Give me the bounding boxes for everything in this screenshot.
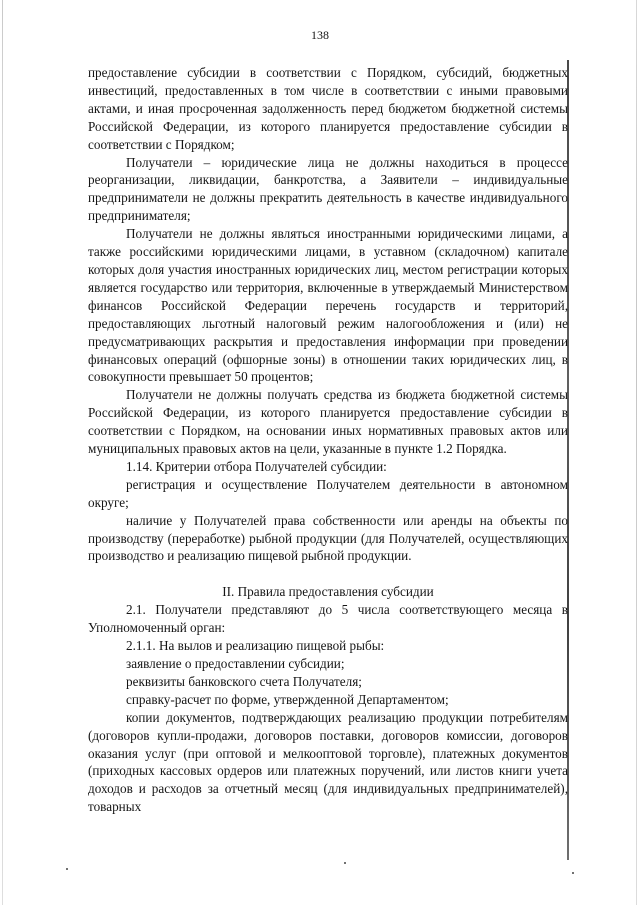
paragraph: заявление о предоставлении субсидии; xyxy=(126,656,345,671)
paragraph: 2.1. Получатели представляют до 5 числа соответствующего месяца в Уполномоченный орган: xyxy=(88,602,568,636)
scan-edge-left xyxy=(2,0,3,905)
paragraph: наличие у Получателей права собственности или аренды на объекты по производству (переработке) рыбной продукции (для Получателей, осуществляющих производство и реализацию пищевой рыбной продукции. xyxy=(88,512,568,564)
paragraph: 1.14. Критерии отбора Получателей субсидии: xyxy=(126,458,387,474)
paragraph: копии документов, подтверждающих реализацию продукции потребителям (договоров купли-продажи, договоров поставки, договоров комиссии, договоров оказания услуг (при оптовой и мелкооптовой торговле), платежных документов (приходных кассовых ордеров или платежных поручений, или листов книги учета доходов и расходов за отчетный месяц (для индивидуальных предпринимателей), товарных xyxy=(88,709,568,815)
scan-edge-right xyxy=(636,0,637,905)
paragraph: реквизиты банковского счета Получателя; xyxy=(126,673,362,689)
page-number: 138 xyxy=(311,28,329,42)
paragraph: Получатели не должны получать средства из бюджета бюджетной системы Российской Федерации, из которого планируется предоставление субсидии в соответствии с Порядком, на основании иных нормативных правовых актов или муниципальных правовых актов на цели, указанные в пункте 1.2 Порядка. xyxy=(88,387,568,457)
paragraph: регистрация и осуществление Получателем деятельности в автономном округе; xyxy=(88,476,568,510)
paragraph: справку-расчет по форме, утвержденной Департаментом; xyxy=(126,691,449,707)
section-heading: II. Правила предоставления субсидии xyxy=(222,584,434,600)
scan-speck xyxy=(66,868,68,870)
document-body xyxy=(88,64,568,816)
paragraph: 2.1.1. На вылов и реализацию пищевой рыбы: xyxy=(126,638,385,654)
scan-speck xyxy=(572,872,574,874)
paragraph: Получатели – юридические лица не должны находиться в процессе реорганизации, ликвидации, банкротства, а Заявители – индивидуальные предприниматели не должны прекратить деятельность в качестве индивидуального предпринимателя; xyxy=(88,154,568,224)
scan-speck xyxy=(344,862,346,864)
paragraph: предоставление субсидии в соответствии с Порядком, субсидий, бюджетных инвестиций, предоставленных в том числе в соответствии с иными правовыми актами, и иная просроченная задолженность перед бюджетом бюджетной системы Российской Федерации, из которого планируется предоставление субсидии в соответствии с Порядком; xyxy=(88,65,568,152)
paragraph: Получатели не должны являться иностранными юридическими лицами, а также российскими юридическими лицами, в уставном (складочном) капитале которых доля участия иностранных юридических лиц, местом регистрации которых является государство или территория, включенные в утверждаемый Министерством финансов Российской Федерации перечень государств и территорий, предоставляющих льготный налоговый режим налогообложения и (или) не предусматривающих раскрытия и предоставления информации при проведении финансовых операций (офшорные зоны) в отношении таких юридических лиц, в совокупности превышает 50 процентов; xyxy=(88,226,568,385)
